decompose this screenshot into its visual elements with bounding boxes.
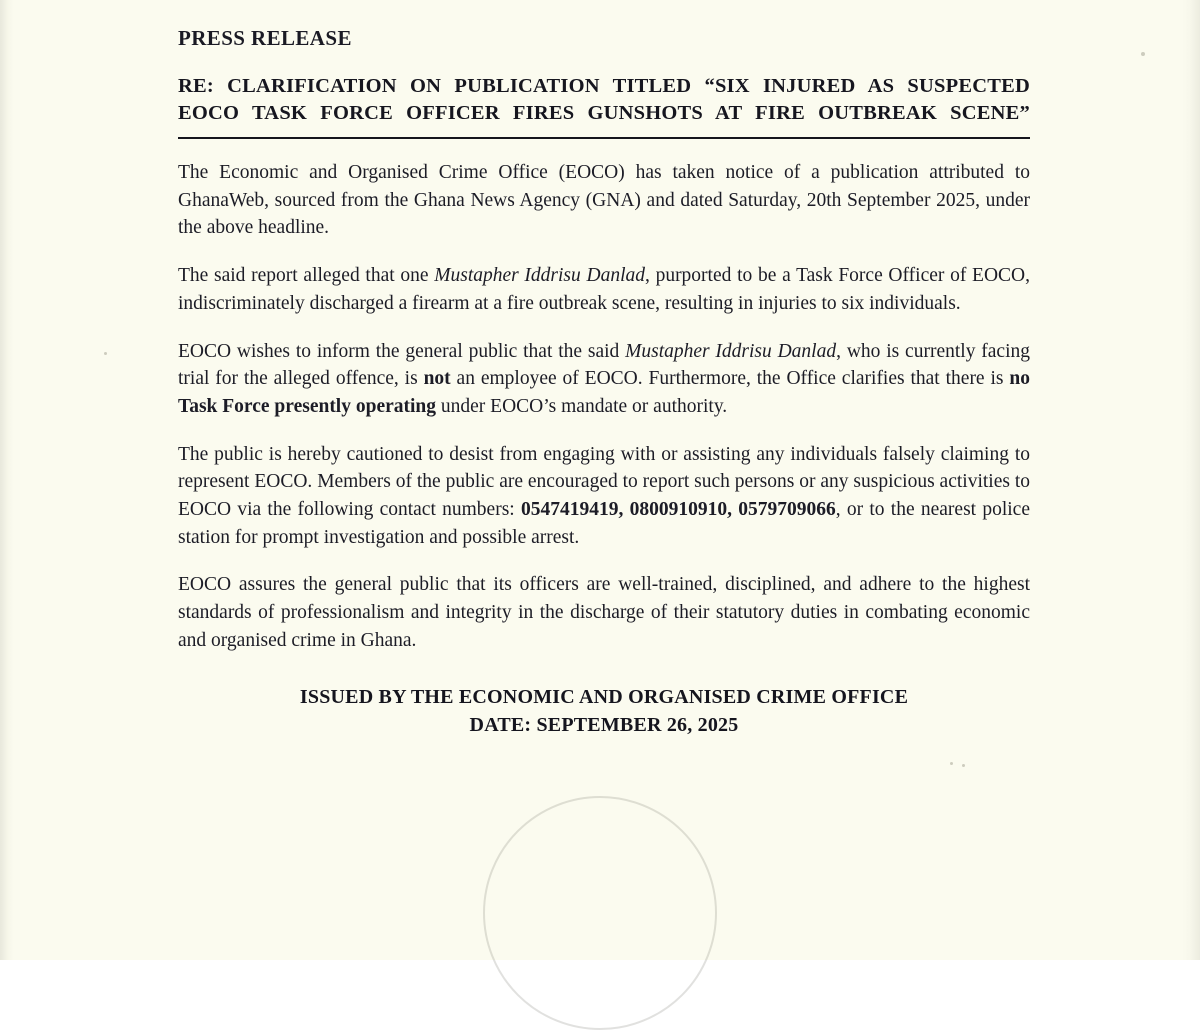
paragraph-2-name: Mustapher Iddrisu Danlad	[434, 265, 645, 287]
seal-watermark	[483, 796, 717, 1030]
heading-divider	[178, 137, 1030, 139]
paragraph-4-lead: The public is hereby cautioned to desist from engaging with or assisting any individuals falsely claiming to represent EOCO. Members of the public are encouraged to report such persons or any suspicious activities to EOCO via the following contact numbers:	[178, 443, 1030, 520]
paragraph-3-emphasis-not: not	[423, 368, 451, 390]
scan-speck	[962, 764, 965, 767]
page-title: PRESS RELEASE	[178, 26, 352, 50]
paragraph-3-mid-a: , who is currently facing trial for the alleged offence, is	[178, 340, 1030, 390]
paragraph-5-text: EOCO assures the general public that its officers are well-trained, disciplined, and adhere to the highest standards of professionalism and integrity in the discharge of their statutory duties in combating economic and organised crime in Ghana.	[178, 574, 1030, 651]
paragraph-3-lead: EOCO wishes to inform the general public that the said	[178, 340, 626, 362]
paragraph-5	[178, 571, 1030, 654]
document-body	[178, 26, 1030, 740]
scan-speck	[950, 762, 953, 765]
paragraph-2-tail: , purported to be a Task Force Officer of EOCO, indiscriminately discharged a firearm at a fire outbreak scene, resulting in injuries to six individuals.	[178, 265, 1030, 314]
scan-speck	[104, 352, 107, 355]
paragraph-3-tail: under EOCO’s mandate or authority.	[436, 395, 728, 417]
contact-numbers: 0547419419, 0800910910, 0579709066	[520, 498, 836, 520]
closing-block	[178, 684, 1030, 739]
paragraph-3-mid-b: an employee of EOCO. Furthermore, the Office clarifies that there is	[450, 368, 1010, 390]
date-line: DATE: SEPTEMBER 26, 2025	[469, 714, 739, 736]
issued-by-line: ISSUED BY THE ECONOMIC AND ORGANISED CRIME OFFICE	[299, 686, 909, 709]
paragraph-1	[178, 159, 1030, 242]
paragraph-1-text: The Economic and Organised Crime Office (EOCO) has taken notice of a publication attributed to GhanaWeb, sourced from the Ghana News Agency (GNA) and dated Saturday, 20th September 2025, under the above headline.	[178, 162, 1030, 239]
paragraph-2-lead: The said report alleged that one	[178, 265, 435, 287]
paragraph-3-name: Mustapher Iddrisu Danlad	[625, 340, 837, 362]
paragraph-2	[178, 262, 1030, 317]
paragraph-4-tail: , or to the nearest police station for prompt investigation and possible arrest.	[178, 498, 1030, 548]
paragraph-3	[178, 338, 1030, 421]
scan-speck	[1141, 52, 1145, 56]
paragraph-4	[178, 441, 1030, 552]
paragraph-3-emphasis-phrase: no Task Force presently operating	[178, 368, 1030, 417]
subject-heading: RE: CLARIFICATION ON PUBLICATION TITLED “SIX INJURED AS SUSPECTED EOCO TASK FORCE OFFICER FIRES GUNSHOTS AT FIRE OUTBREAK SCENE”	[178, 75, 1030, 125]
